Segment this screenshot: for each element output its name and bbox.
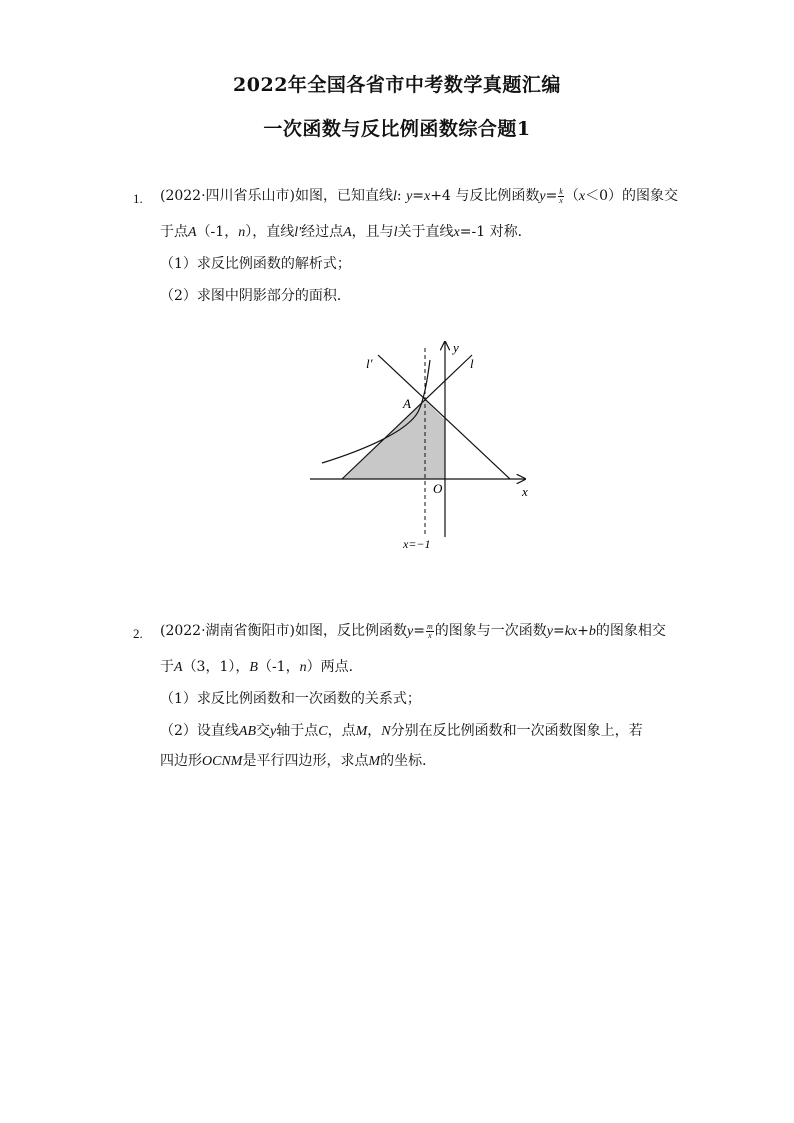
p1-var-y2: y	[539, 189, 546, 204]
p2-text-e: 的图象相交	[595, 623, 666, 639]
p2-q2-c: 轴于点	[276, 723, 319, 739]
p1-l2-l: l	[393, 225, 398, 240]
label-l: l	[470, 356, 474, 371]
p2-q2-e: ，	[367, 723, 382, 739]
problem-2-question-2-cont	[160, 751, 436, 772]
p2-q3-a: 四边形	[160, 753, 202, 769]
problem-1-question-1: （1）求反比例函数的解析式；	[160, 256, 351, 272]
p2-text-b: 的图象与一次函数	[434, 623, 547, 639]
p1-l2-d: 经过点	[301, 224, 344, 240]
problem-2-number: 2.	[133, 626, 143, 641]
fraction-k-over-x	[558, 188, 564, 205]
p2-eq: =	[413, 623, 425, 639]
p1-var-x: x	[424, 189, 431, 204]
p2-q2-b: 交	[256, 723, 271, 739]
p1-l2-x: x	[453, 225, 460, 240]
p1-l2-f: 关于直线	[397, 224, 454, 240]
problem-1-question-2: （2）求图中阴影部分的面积．	[160, 288, 351, 304]
p2-q3-point-m: M	[368, 754, 381, 769]
p1-l2-n: n	[238, 225, 246, 240]
p2-q2-d: ，点	[327, 723, 356, 739]
p1-l2-lprime: l'	[294, 225, 302, 240]
p2-q2-point-m: M	[355, 724, 368, 739]
problem-2-line-1	[160, 621, 666, 642]
p2-plus: +	[577, 623, 589, 639]
p2-q2-point-c: C	[318, 724, 328, 739]
p2-q2-f: 分别在反比例函数和一次函数图象上，若	[390, 723, 643, 739]
p2-l2-c: （-1，	[257, 659, 300, 675]
problem-1-figure	[300, 330, 550, 559]
label-point-a: A	[403, 396, 411, 411]
frac-denominator: x	[559, 195, 563, 205]
p1-var-y: y	[406, 189, 413, 204]
p1-l2-g: =-1 对称．	[459, 224, 532, 240]
label-y: y	[453, 340, 459, 355]
problem-1-number: 1.	[133, 191, 143, 206]
p1-l2-c: ），直线	[245, 224, 295, 240]
main-title: 2022年全国各省市中考数学真题汇编	[233, 74, 561, 96]
frac-denominator: x	[428, 630, 432, 640]
shaded-region	[342, 400, 445, 479]
problem-1-line-2	[160, 222, 532, 243]
p1-eq: =	[412, 188, 425, 204]
p2-var-y2: y	[546, 624, 553, 639]
p1-colon: :	[396, 188, 407, 204]
p2-text-a: (2022·湖南省衡阳市)如图，反比例函数	[160, 623, 408, 639]
p2-q2-a: （2）设直线	[160, 723, 239, 739]
p1-var-x2: x	[578, 189, 586, 204]
p2-l2-point-b: B	[249, 660, 258, 675]
p2-l2-b: （3，1），	[182, 659, 250, 675]
p1-eq2: =	[545, 188, 558, 204]
frac-numerator: k	[559, 186, 563, 196]
problem-2-line-2	[160, 657, 363, 678]
p2-eq2: =	[552, 623, 565, 639]
problem-2-question-1: （1）求反比例函数和一次函数的关系式；	[160, 691, 421, 707]
p1-l2-a: 于点	[160, 224, 188, 240]
p2-l2-point-a: A	[174, 660, 183, 675]
label-x: x	[522, 484, 528, 499]
p2-l2-n: n	[299, 660, 307, 675]
p2-q2-point-n: N	[381, 724, 391, 739]
p2-l2-a: 于	[160, 659, 174, 675]
p2-var-kx: kx	[564, 624, 578, 639]
p2-q3-c: 的坐标．	[380, 753, 437, 769]
sub-title: 一次函数与反比例函数综合题1	[263, 118, 531, 140]
label-origin: O	[433, 481, 443, 496]
p2-q3-b: 是平行四边形，求点	[242, 753, 369, 769]
p2-q2-ab: AB	[238, 724, 257, 739]
p2-q2-y: y	[270, 724, 277, 739]
p1-l2-e: ，且与	[351, 224, 394, 240]
p1-text-a: (2022·四川省乐山市)如图，已知直线	[160, 188, 394, 204]
p1-l2-b: （-1，	[196, 224, 239, 240]
p1-l2-point-a2: A	[343, 225, 352, 240]
p2-q3-ocnm: OCNM	[202, 754, 243, 769]
p2-var-y: y	[407, 624, 414, 639]
p1-l2-point-a: A	[188, 225, 197, 240]
frac-numerator: m	[426, 621, 433, 631]
label-x-eq-minus-1: x=−1	[403, 537, 431, 551]
label-lprime: l'	[366, 356, 373, 371]
graph-svg	[300, 330, 550, 555]
fraction-m-over-x	[426, 623, 434, 640]
p2-l2-d: ）两点．	[306, 659, 363, 675]
p2-var-b: b	[588, 624, 596, 639]
p1-text-f: ＜0）的图象交	[585, 188, 678, 204]
problem-1-line-1	[160, 186, 678, 207]
p1-text-d: +4 与反比例函数	[430, 188, 540, 204]
p1-text-e: （	[564, 188, 579, 204]
problem-2-question-2	[160, 721, 643, 742]
p1-var-l: l	[393, 189, 397, 204]
